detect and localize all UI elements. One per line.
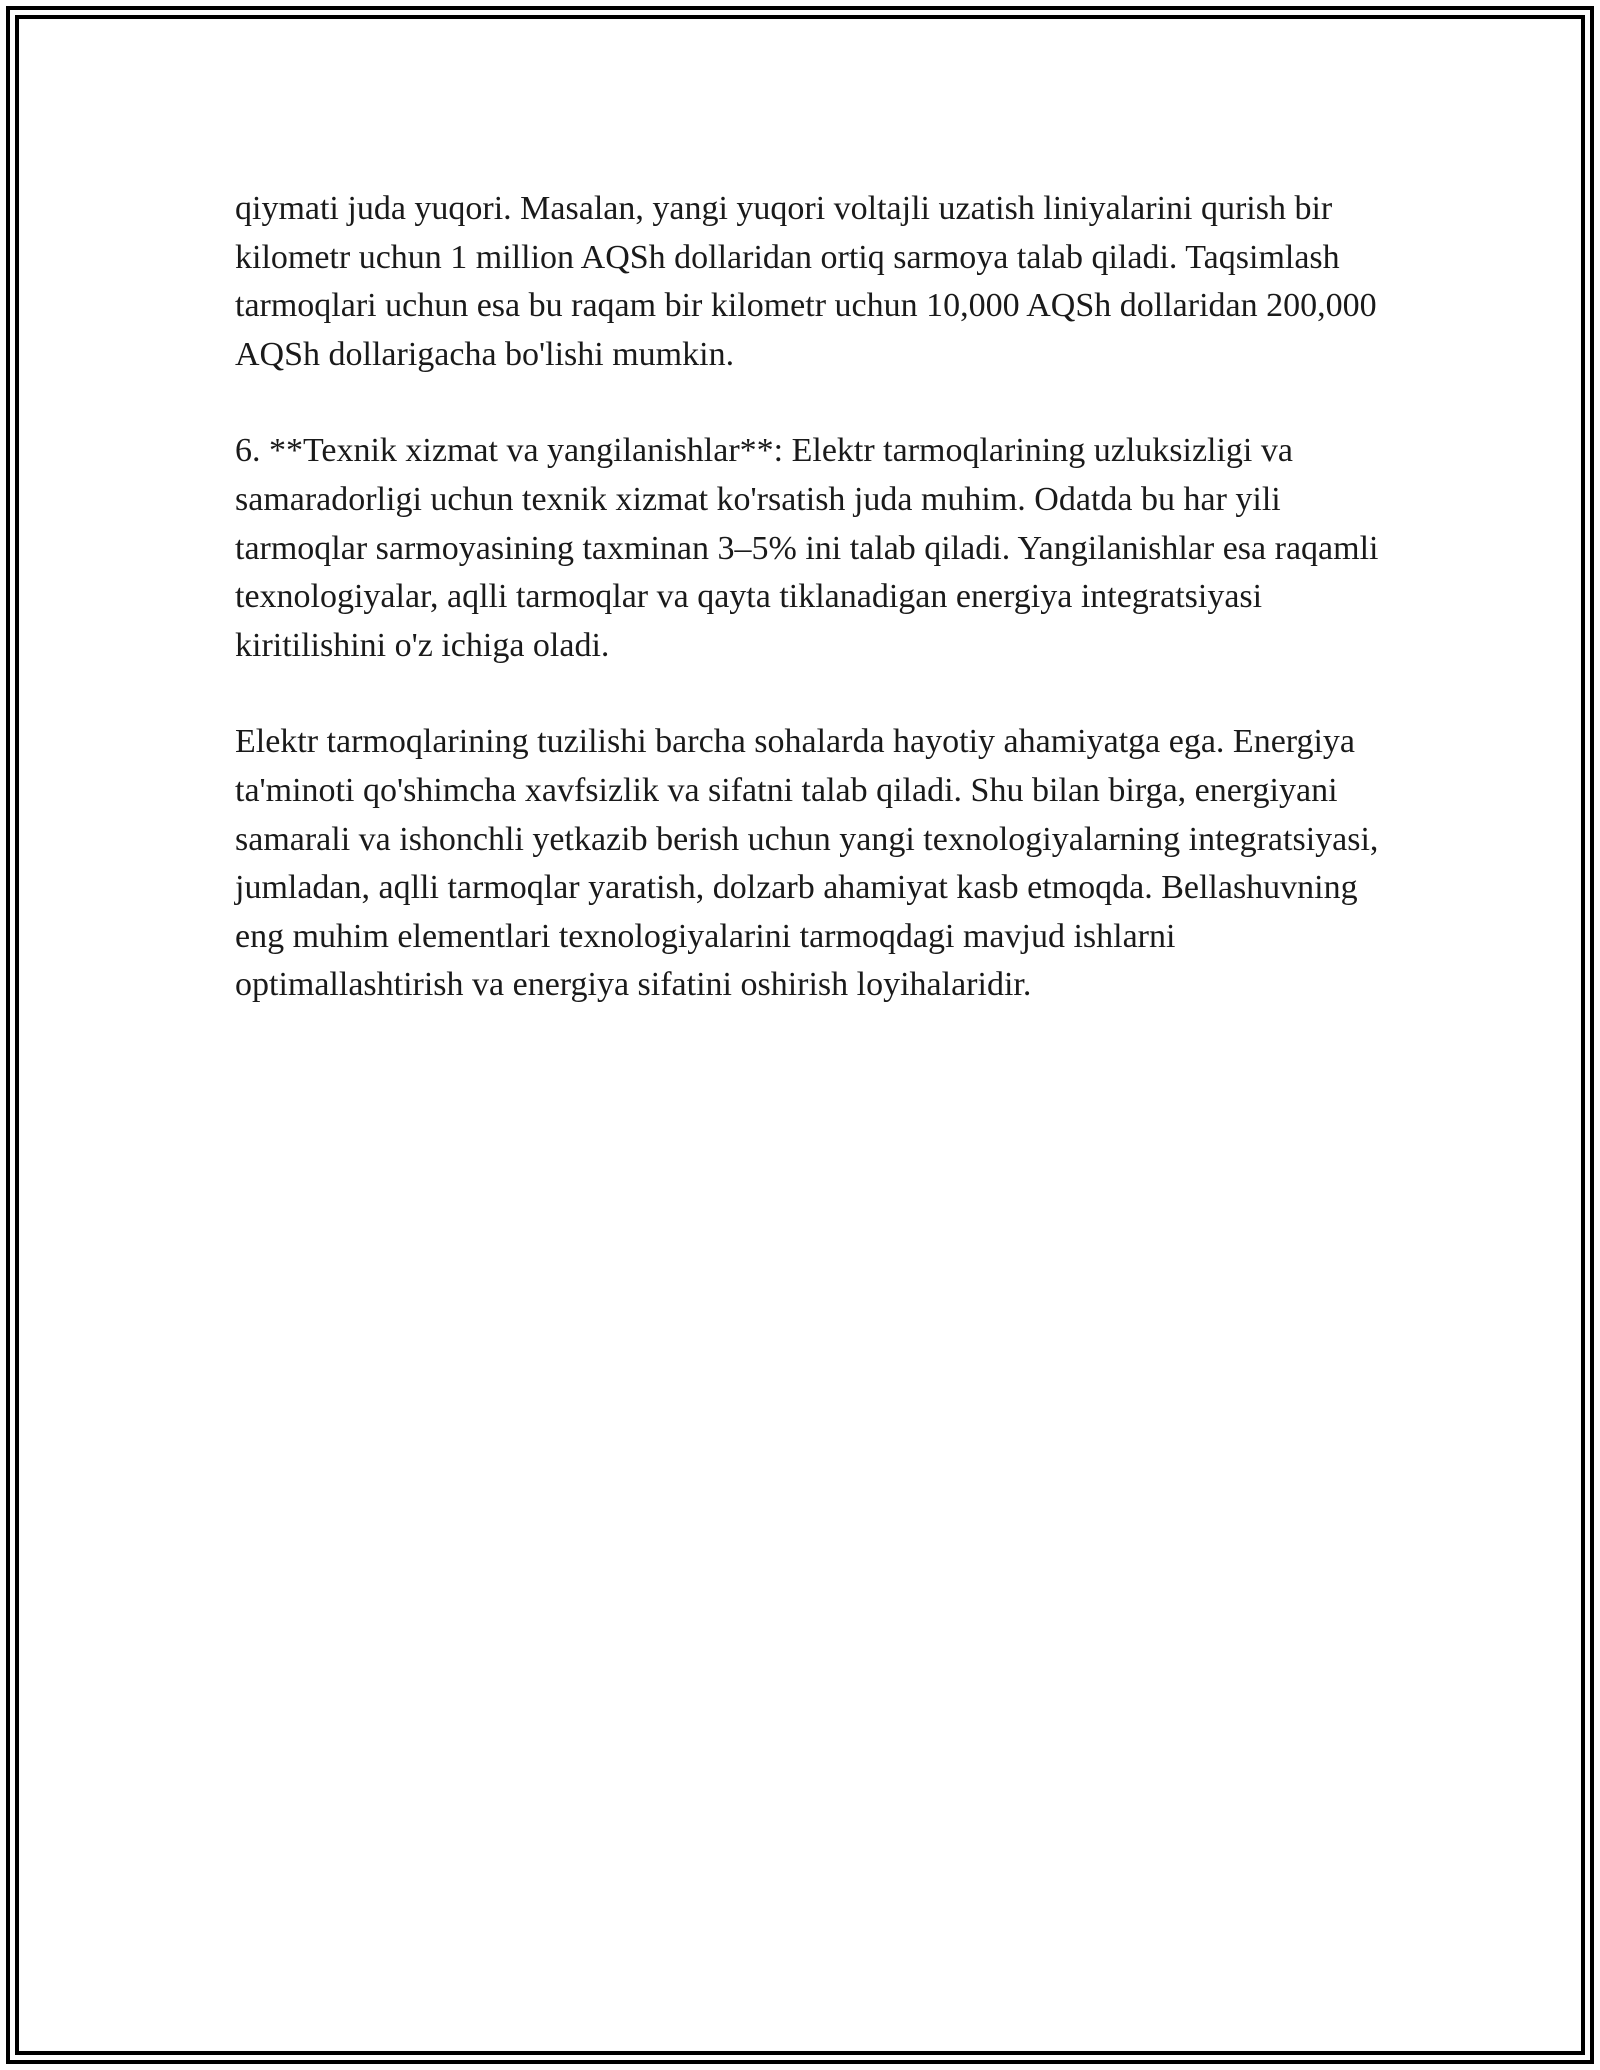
paragraph-maintenance-upgrades: 6. **Texnik xizmat va yangilanishlar**: Elektr tarmoqlarining uzluksizligi va samaradorligi uchun texnik xizmat ko'rsatish juda muhim. Odatda bu har yili tarmoqlar sarmoyasining taxminan 3–5% ini talab qiladi. Yangilanishlar esa raqamli texnologiyalar, aqlli tarmoqlar va qayta tiklanadigan energiya integratsiyasi kiritilishini o'z ichiga oladi. [235,432,1379,664]
paragraph-cost-continuation: qiymati juda yuqori. Masalan, yangi yuqori voltajli uzatish liniyalarini qurish bir kilometr uchun 1 million AQSh dollaridan ortiq sarmoya talab qiladi. Taqsimlash tarmoqlari uchun esa bu raqam bir kilometr uchun 10,000 AQSh dollaridan 200,000 AQSh dollarigacha bo'lishi mumkin. [235,190,1377,373]
paragraph-conclusion: Elektr tarmoqlarining tuzilishi barcha sohalarda hayotiy ahamiyatga ega. Energiya ta'minoti qo'shimcha xavfsizlik va sifatni talab qiladi. Shu bilan birga, energiyani samarali va ishonchli yetkazib berish uchun yangi texnologiyalarning integratsiyasi, jumladan, aqlli tarmoqlar yaratish, dolzarb ahamiyat kasb etmoqda. Bellashuvning eng muhim elementlari texnologiyalarini tarmoqdagi mavjud ishlarni optimallashtirish va energiya sifatini oshirish loyihalaridir. [235,723,1379,1004]
document-body [235,185,1380,1058]
